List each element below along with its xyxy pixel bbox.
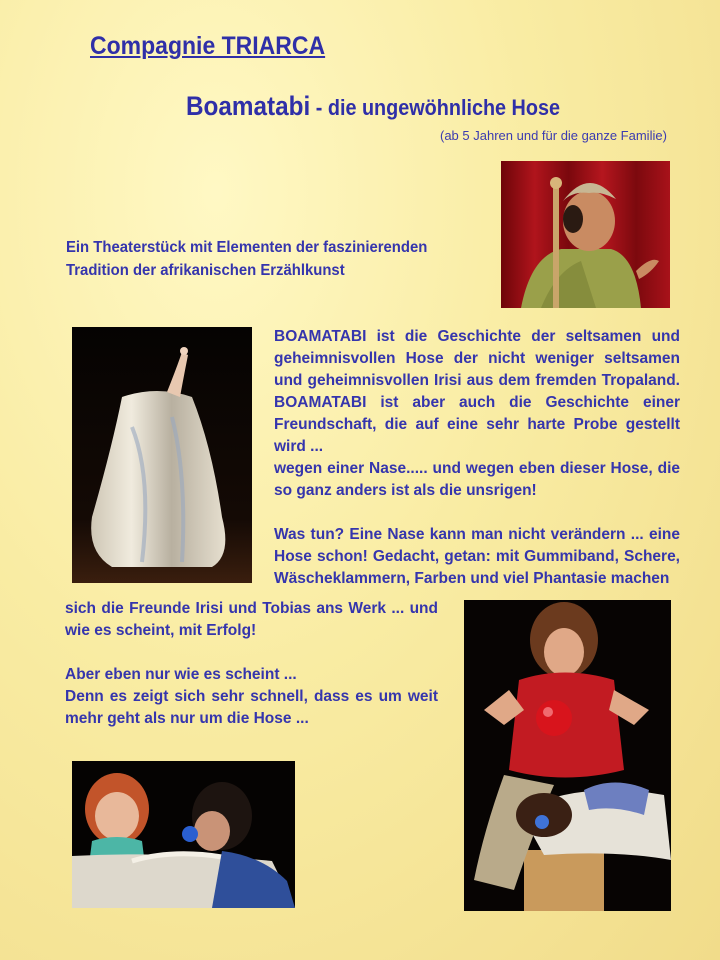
story-block-2 (65, 598, 438, 730)
photo-blue-nose (72, 761, 295, 908)
story-paragraph-1: BOAMATABI ist die Geschichte der seltsamen und geheimnisvollen Hose der nicht weniger seltsamen und geheimnisvollen Irisi aus dem fremden Tropaland. BOAMATABI ist aber auch die Geschichte einer Freundschaft, die auf eine sehr harte Probe gestellt wird ... (274, 328, 680, 455)
paragraph-gap (65, 642, 438, 664)
photo-satin-trousers (72, 327, 252, 583)
story-paragraph-6: Denn es zeigt sich sehr schnell, dass es um weit mehr geht als nur um die Hose ... (65, 688, 438, 727)
age-subtitle: (ab 5 Jahren und für die ganze Familie) (440, 128, 667, 143)
tagline-line-1: Ein Theaterstück mit Elementen der faszinierenden (66, 239, 428, 256)
tagline-line-2: Tradition der afrikanischen Erzählkunst (66, 262, 345, 279)
photo-actor-red-ball (464, 600, 671, 911)
title-main: Boamatabi (186, 91, 311, 121)
paragraph-gap (274, 502, 680, 524)
story-block-1 (274, 326, 680, 590)
title-rest: die ungewöhnliche Hose (327, 95, 560, 120)
tagline (66, 236, 460, 282)
story-paragraph-4: sich die Freunde Irisi und Tobias ans Werk ... und wie es scheint, mit Erfolg! (65, 600, 438, 639)
photo-puppet-curtain (501, 161, 670, 308)
title-dash: - (310, 95, 328, 120)
story-paragraph-3: Was tun? Eine Nase kann man nicht verändern ... eine Hose schon! Gedacht, getan: mit Gummiband, Schere, Wäscheklammern, Farben und viel Phantasie machen (274, 526, 680, 587)
story-paragraph-5: Aber eben nur wie es scheint ... (65, 666, 297, 683)
play-title (186, 91, 560, 122)
story-paragraph-2: wegen einer Nase..... und wegen eben dieser Hose, die so ganz anders ist als die unsrigen! (274, 460, 680, 499)
company-name: Compagnie TRIARCA (90, 32, 326, 60)
